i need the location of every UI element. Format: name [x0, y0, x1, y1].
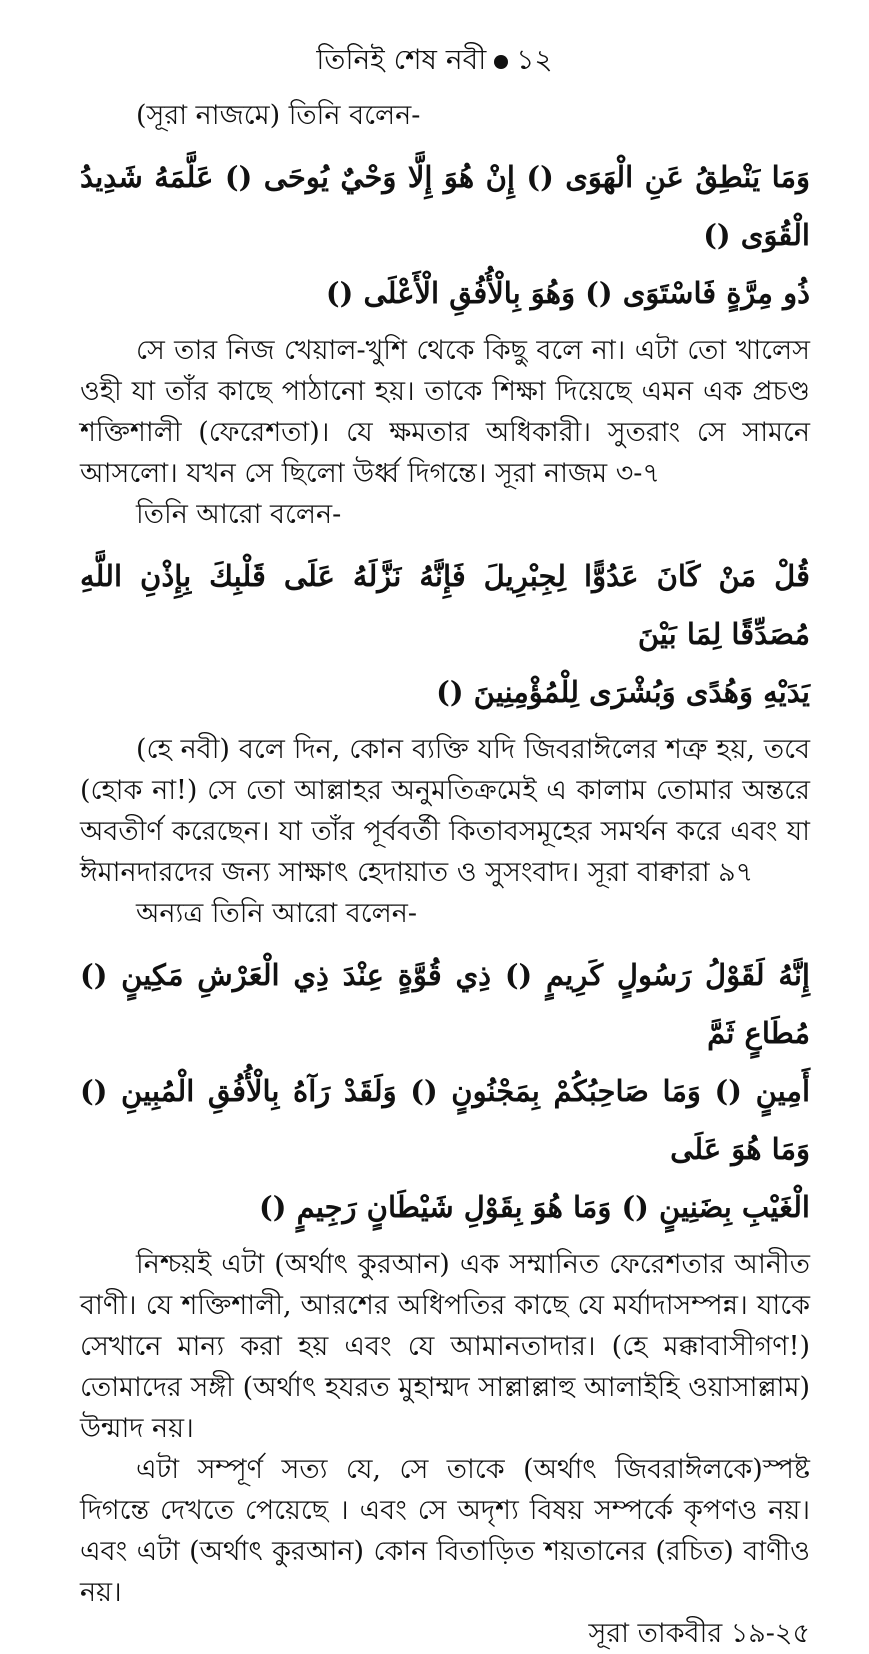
- section-3-translation-continued: এটা সম্পূর্ণ সত্য যে, সে তাকে (অর্থাৎ জিবরাঈলকে)স্পষ্ট দিগন্তে দেখতে পেয়েছে । এবং সে অদৃশ্য বিষয় সম্পর্কে কৃপণও নয়। এবং এটা (অর্থাৎ কুরআন) কোন বিতাড়িত শয়তানের (রচিত) বাণীও নয়।: [80, 1454, 810, 1608]
- surah-reference: সূরা তাকবীর ১৯-২৫: [588, 1618, 810, 1649]
- arabic-line: قُلْ مَنْ كَانَ عَدُوًّا لِجِبْرِيلَ فَإِنَّهُ نَزَّلَهُ عَلَى قَلْبِكَ بِإِذْنِ اللَّهِ مُصَدِّقًا لِمَا بَيْنَ: [80, 559, 810, 651]
- arabic-line: إِنَّهُ لَقَوْلُ رَسُولٍ كَرِيمٍ () ذِي قُوَّةٍ عِنْدَ ذِي الْعَرْشِ مَكِينٍ () مُطَاعٍ ثَمَّ: [80, 958, 810, 1050]
- arabic-line: الْغَيْبِ بِضَنِينٍ () وَمَا هُوَ بِقَوْلِ شَيْطَانٍ رَجِيمٍ (): [259, 1190, 810, 1224]
- arabic-line: ذُو مِرَّةٍ فَاسْتَوَى () وَهُوَ بِالْأُفُقِ الْأَعْلَى (): [325, 276, 810, 310]
- arabic-line: يَدَيْهِ وَهُدًى وَبُشْرَى لِلْمُؤْمِنِينَ (): [436, 675, 810, 709]
- section-3-arabic-verse: [80, 946, 810, 1236]
- section-2-intro: তিনি আরো বলেন-: [136, 499, 342, 530]
- running-title: তিনিই শেষ নবী: [316, 43, 487, 76]
- section-2-arabic-verse: [80, 547, 810, 721]
- section-1-translation: সে তার নিজ খেয়াল-খুশি থেকে কিছু বলে না। এটা তো খালেস ওহী যা তাঁর কাছে পাঠানো হয়। তাকে শিক্ষা দিয়েছে এমন এক প্রচণ্ড শক্তিশালী (ফেরেশতা)। যে ক্ষমতার অধিকারী। সুতরাং সে সামনে আসলো। যখন সে ছিলো উর্ধ্ব দিগন্তে। সূরা নাজম ৩-৭: [80, 335, 810, 489]
- arabic-line: أَمِينٍ () وَمَا صَاحِبُكُمْ بِمَجْنُونٍ () وَلَقَدْ رَآهُ بِالْأُفُقِ الْمُبِينِ () وَمَا هُوَ عَلَى: [80, 1074, 810, 1166]
- section-1-arabic-verse: [80, 148, 810, 322]
- section-1-intro: (সূরা নাজমে) তিনি বলেন-: [136, 100, 421, 131]
- arabic-line: وَمَا يَنْطِقُ عَنِ الْهَوَى () إِنْ هُوَ إِلَّا وَحْيٌ يُوحَى () عَلَّمَهُ شَدِيدُ الْقُوَى (): [80, 160, 810, 252]
- bullet-dot-icon: [494, 55, 508, 69]
- section-3-intro: অন্যত্র তিনি আরো বলেন-: [136, 898, 417, 929]
- page-body: [80, 95, 810, 1654]
- section-3-translation: নিশ্চয়ই এটা (অর্থাৎ কুরআন) এক সম্মানিত ফেরেশতার আনীত বাণী। যে শক্তিশালী, আরশের অধিপতির কাছে যে মর্যাদাসম্পন্ন। যাকে সেখানে মান্য করা হয় এবং যে আমানতাদার। (হে মক্কাবাসীগণ!) তোমাদের সঙ্গী (অর্থাৎ হযরত মুহাম্মদ সাল্লাল্লাহু আলাইহি ওয়াসাল্লাম) উন্মাদ নয়।: [80, 1249, 810, 1444]
- page-number: ১২: [516, 43, 553, 76]
- page-header: [0, 40, 869, 80]
- section-2-translation: (হে নবী) বলে দিন, কোন ব্যক্তি যদি জিবরাঈলের শত্রু হয়, তবে (হোক না!) সে তো আল্লাহর অনুমতিক্রমেই এ কালাম তোমার অন্তরে অবতীর্ণ করেছেন। যা তাঁর পূর্ববর্তী কিতাবসমূহের সমর্থন করে এবং যা ঈমানদারদের জন্য সাক্ষাৎ হেদায়াত ও সুসংবাদ। সূরা বাক্বারা ৯৭: [80, 734, 810, 888]
